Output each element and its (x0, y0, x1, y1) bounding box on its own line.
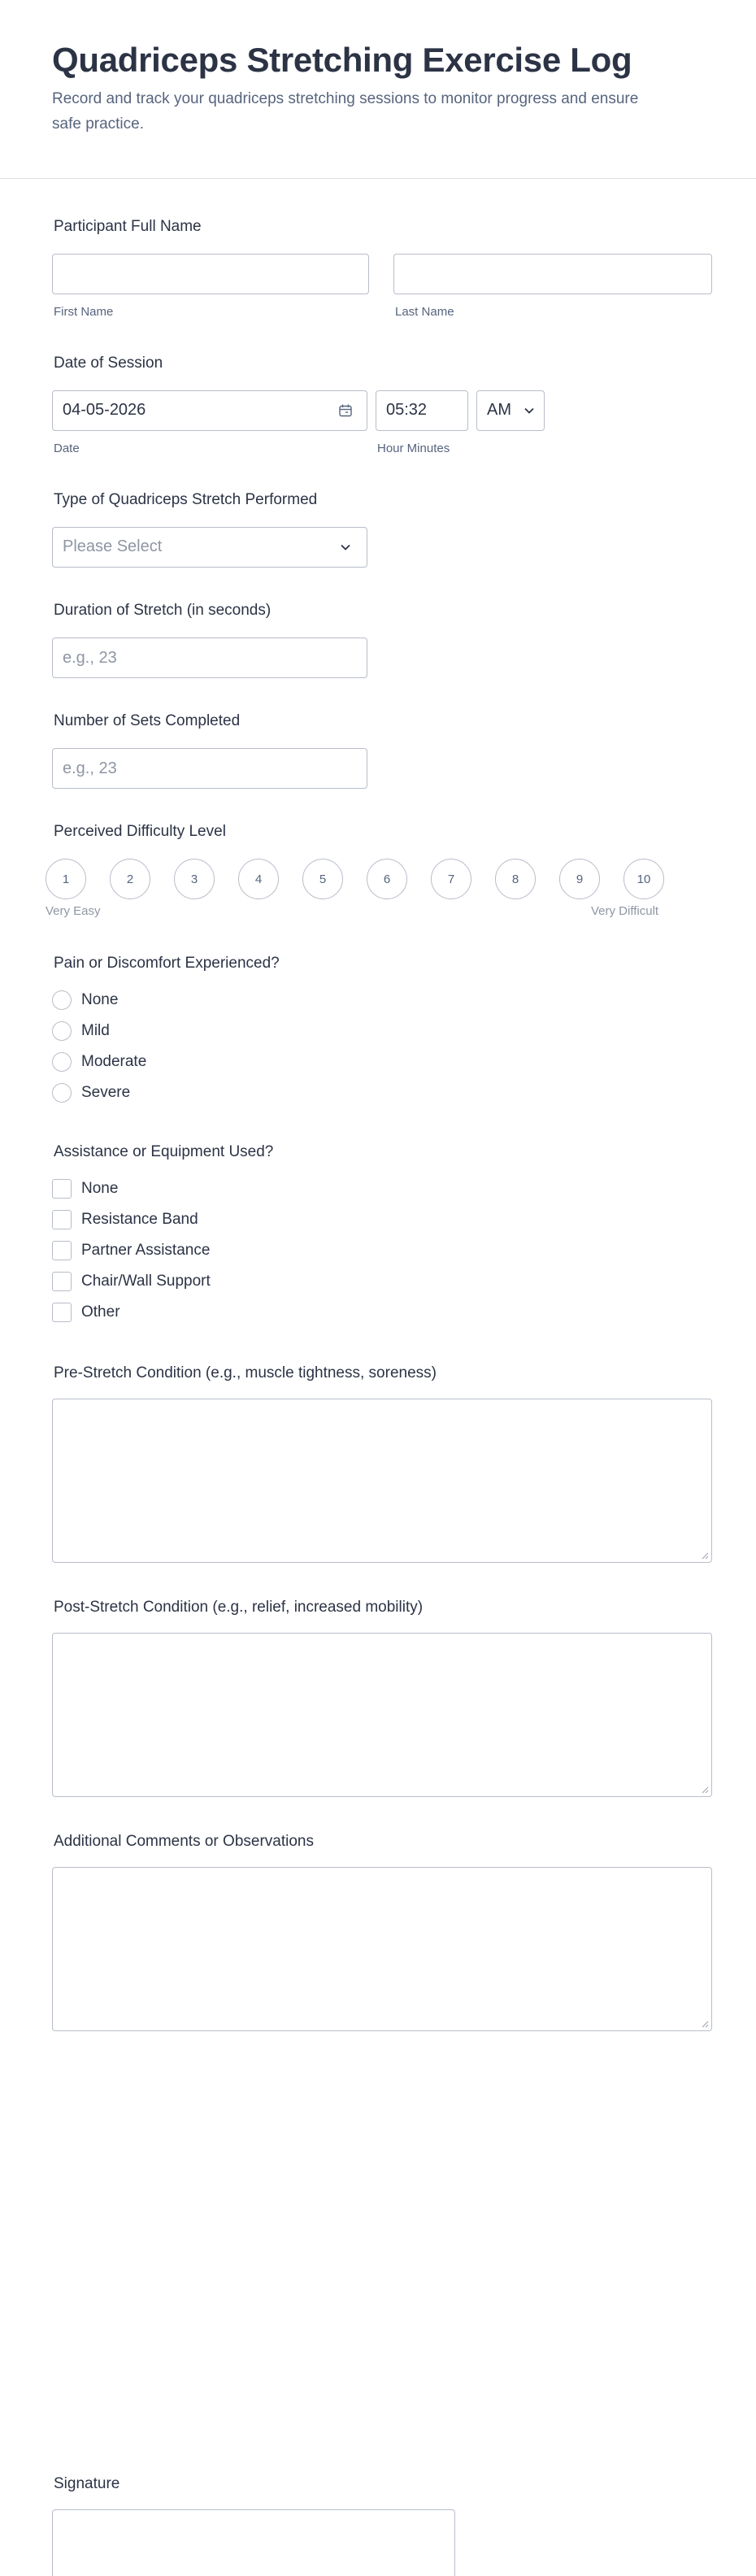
chevron-down-icon (339, 541, 352, 554)
date-sublabel: Date (54, 442, 80, 455)
assistance-label: Assistance or Equipment Used? (54, 1143, 274, 1160)
assistance-option-label: Resistance Band (81, 1211, 198, 1228)
post-condition-textarea[interactable] (52, 1633, 712, 1797)
form-header (0, 0, 756, 179)
sets-input[interactable] (52, 748, 367, 789)
difficulty-option[interactable]: 9 (559, 859, 600, 899)
form-description: Record and track your quadriceps stretching sessions to monitor progress and ensure safe practice. (52, 90, 639, 133)
difficulty-option[interactable]: 2 (110, 859, 150, 899)
difficulty-option[interactable]: 7 (431, 859, 471, 899)
post-condition-label: Post-Stretch Condition (e.g., relief, increased mobility) (54, 1599, 424, 1616)
difficulty-option[interactable]: 10 (623, 859, 664, 899)
pre-condition-label: Pre-Stretch Condition (e.g., muscle tightness, soreness) (54, 1364, 437, 1382)
ampm-select[interactable] (476, 390, 545, 431)
comments-textarea[interactable] (52, 1867, 712, 2031)
resize-grip-icon[interactable] (701, 1786, 709, 1794)
pain-radio-none[interactable] (52, 990, 72, 1010)
pain-option-label: Mild (81, 1022, 110, 1039)
assistance-checkbox-chair-wall[interactable] (52, 1272, 72, 1291)
calendar-icon[interactable] (337, 402, 354, 419)
chevron-down-icon (523, 404, 536, 417)
date-input[interactable] (52, 390, 367, 431)
difficulty-option[interactable]: 1 (46, 859, 86, 899)
assistance-checkbox-partner[interactable] (52, 1241, 72, 1260)
pre-condition-textarea[interactable] (52, 1399, 712, 1563)
resize-grip-icon[interactable] (701, 2020, 709, 2028)
pain-radio-severe[interactable] (52, 1083, 72, 1103)
signature-pad[interactable] (52, 2509, 455, 2576)
time-value: 05:32 (386, 401, 428, 419)
last-name-input[interactable] (393, 254, 712, 294)
pain-option-label: None (81, 991, 119, 1008)
participant-name-label: Participant Full Name (54, 218, 202, 235)
difficulty-option[interactable]: 3 (174, 859, 215, 899)
assistance-option-label: Partner Assistance (81, 1242, 211, 1259)
assistance-checkbox-none[interactable] (52, 1179, 72, 1199)
difficulty-max-label: Very Difficult (591, 904, 659, 918)
sets-label: Number of Sets Completed (54, 712, 241, 729)
session-date-label: Date of Session (54, 355, 163, 372)
assistance-option-label: None (81, 1180, 119, 1197)
date-value: 04-05-2026 (63, 401, 146, 419)
duration-label: Duration of Stretch (in seconds) (54, 602, 272, 619)
form-title: Quadriceps Stretching Exercise Log (52, 41, 632, 79)
signature-label: Signature (54, 2475, 120, 2492)
stretch-type-placeholder: Please Select (63, 537, 163, 555)
assistance-option-label: Other (81, 1303, 120, 1321)
time-input[interactable] (376, 390, 468, 431)
duration-input[interactable] (52, 637, 367, 678)
last-name-sublabel: Last Name (395, 305, 454, 319)
stretch-type-select[interactable] (52, 527, 367, 568)
stretch-type-label: Type of Quadriceps Stretch Performed (54, 491, 318, 508)
time-sublabel: Hour Minutes (377, 442, 450, 455)
pain-radio-mild[interactable] (52, 1021, 72, 1041)
resize-grip-icon[interactable] (701, 1551, 709, 1560)
pain-option-label: Severe (81, 1084, 131, 1101)
assistance-option-label: Chair/Wall Support (81, 1273, 211, 1290)
assistance-checkbox-other[interactable] (52, 1303, 72, 1322)
difficulty-label: Perceived Difficulty Level (54, 823, 226, 840)
comments-label: Additional Comments or Observations (54, 1833, 314, 1850)
pain-option-label: Moderate (81, 1053, 147, 1070)
first-name-input[interactable] (52, 254, 369, 294)
pain-label: Pain or Discomfort Experienced? (54, 955, 280, 972)
difficulty-option[interactable]: 8 (495, 859, 536, 899)
difficulty-option[interactable]: 4 (238, 859, 279, 899)
pain-radio-moderate[interactable] (52, 1052, 72, 1072)
difficulty-option[interactable]: 6 (367, 859, 407, 899)
difficulty-min-label: Very Easy (46, 904, 101, 918)
first-name-sublabel: First Name (54, 305, 114, 319)
assistance-checkbox-resistance-band[interactable] (52, 1210, 72, 1229)
ampm-value: AM (487, 401, 511, 419)
difficulty-option[interactable]: 5 (302, 859, 343, 899)
